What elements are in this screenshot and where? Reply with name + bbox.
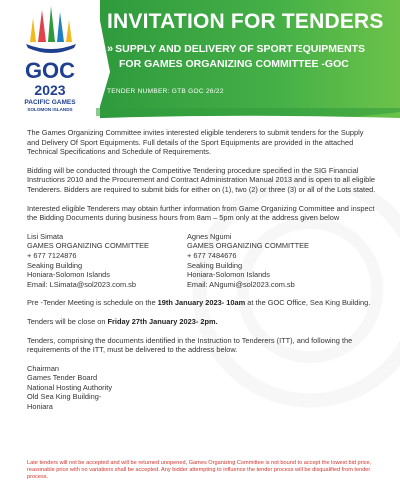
address-line: Chairman: [27, 363, 60, 373]
double-chevron-icon: »: [107, 43, 114, 55]
intro-paragraph: The Games Organizing Committee invites interested eligible tenderers to submit tenders for the Supply and Delivery Of Sport Equipments. Full details of the Sport Equipments are provided in the attached Technical Specifications and Schedule of Requirements.: [27, 128, 364, 157]
subtitle-line2: FOR GAMES ORGANIZING COMMITTEE -GOC: [119, 58, 349, 70]
address-line: Old Sea King Building-: [27, 392, 102, 402]
contact-email[interactable]: Email: ANgumi@sol2023.com.sb: [187, 279, 295, 289]
pre-tender-meeting: [27, 298, 377, 308]
closing-date: [27, 317, 377, 327]
page-title: INVITATION FOR TENDERS: [107, 10, 384, 33]
header-banner: [0, 0, 400, 120]
contacts: [27, 232, 377, 290]
information-paragraph: Interested eligible Tenderers may obtain further information from Game Organizing Committee and inspect the Bidding Documents during business hours from 8am – 5pm only at the address given below: [27, 203, 375, 223]
address-line: Games Tender Board: [27, 373, 98, 383]
closing-text: Tenders will be close on: [27, 316, 108, 326]
address-line: Honiara: [27, 402, 53, 412]
contact-email[interactable]: Email: LSimata@sol2023.com.sb: [27, 279, 136, 289]
contact-card: [27, 232, 187, 290]
closing-date-value: Friday 27th January 2023- 2pm.: [107, 316, 218, 326]
logo-line1-text: PACIFIC GAMES: [24, 99, 76, 106]
tender-number: TENDER NUMBER: GTB GOC 26/22: [107, 88, 224, 95]
goc-logo: [0, 0, 100, 120]
logo-line2-text: SOLOMON ISLANDS: [27, 107, 73, 112]
logo-goc-text: GOC: [24, 58, 76, 83]
contact-building: Seaking Building: [27, 260, 83, 270]
goc-logo-icon: [0, 0, 100, 120]
contact-card: [187, 232, 347, 290]
subtitle: [107, 42, 397, 72]
contact-phone: + 677 7124876: [27, 250, 77, 260]
pre-meeting-location: at the GOC Office, Sea King Building.: [245, 298, 371, 308]
pre-meeting-text: Pre -Tender Meeting is schedule on the: [27, 298, 158, 308]
logo-year-text: 2023: [34, 82, 66, 98]
address-line: National Hosting Authority: [27, 382, 113, 392]
late-tender-notice: Late tenders will not be accepted and will be returned unopened, Games Organizing Committee is not bound to accept the lowest bid price, reasonable price with no variations shall be accepted. Any bidder attempting to influence the tender process will be disqualified from tender process.: [27, 460, 372, 481]
pre-meeting-date: 19th January 2023- 10am: [157, 298, 246, 308]
delivery-address: [27, 364, 377, 412]
bidding-paragraph: Bidding will be conducted through the Competitive Tendering procedure specified in the SIG Financial Instructions 2010 and the Procurement and Contract Administration Manual 2013 and is open to all eligible Tenderers. Bidders are required to submit bids for either on (1), two (2) or three (3) or all of the Lots stated.: [27, 165, 376, 194]
contact-org: GAMES ORGANIZING COMMITTEE: [187, 241, 309, 251]
contact-name: Lisi Simata: [27, 231, 64, 241]
contact-phone: + 677 7484676: [187, 250, 237, 260]
contact-name: Agnes Ngumi: [187, 231, 232, 241]
contact-city: Honiara-Solomon Islands: [187, 270, 270, 280]
itt-paragraph: Tenders, comprising the documents identified in the Instruction to Tenderers (ITT), and following the requirements of the ITT, must be delivered to the address below.: [27, 335, 353, 355]
contact-org: GAMES ORGANIZING COMMITTEE: [27, 241, 149, 251]
subtitle-line1: SUPPLY AND DELIVERY OF SPORT EQUIPMENTS: [115, 43, 366, 55]
contact-city: Honiara-Solomon Islands: [27, 270, 110, 280]
contact-building: Seaking Building: [187, 260, 243, 270]
tender-body: [27, 128, 377, 412]
header-wave-divider: [0, 108, 400, 128]
